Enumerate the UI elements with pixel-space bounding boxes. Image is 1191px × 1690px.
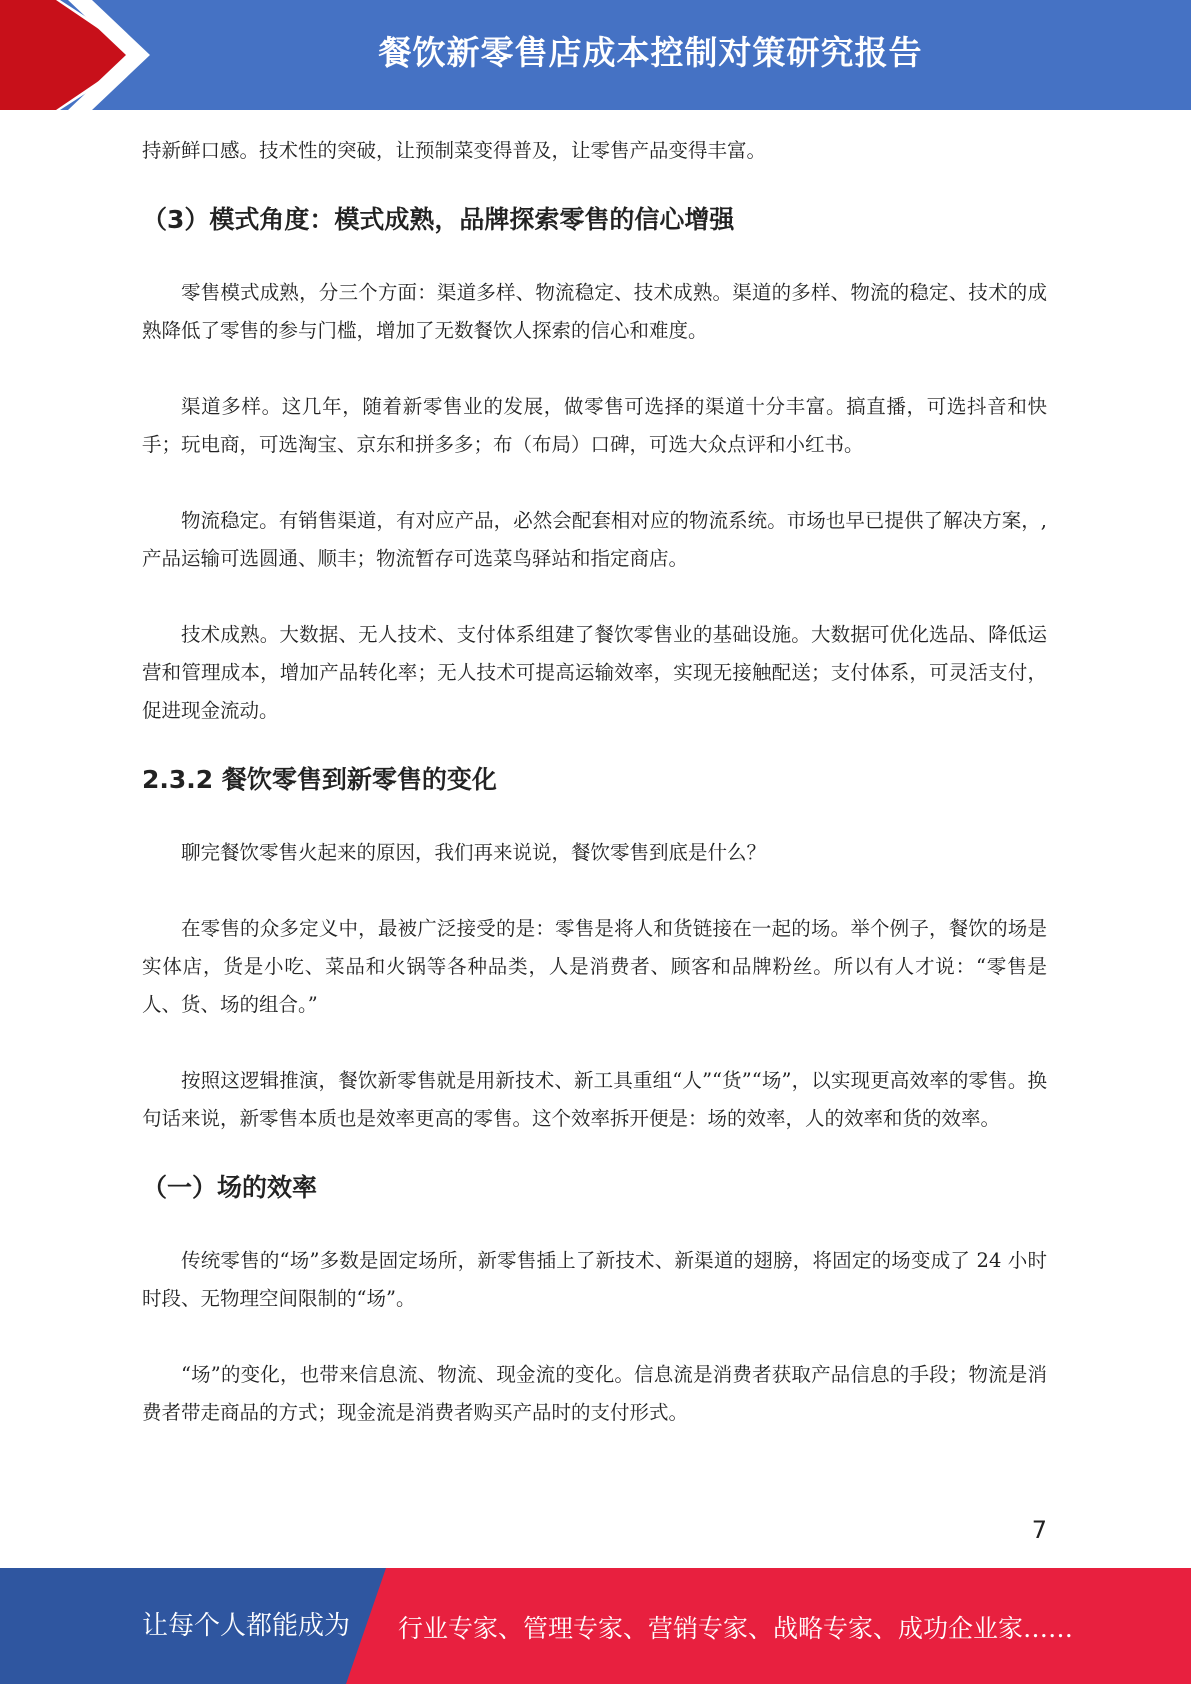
paragraph-efficiency: 按照这逻辑推演，餐饮新零售就是用新技术、新工具重组“人”“货”“场”，以实现更高效率的零售。换句话来说，新零售本质也是效率更高的零售。这个效率拆开便是：场的效率，人的效率和货的效率。 <box>142 1069 1047 1130</box>
paragraph-mode-overview: 零售模式成熟，分三个方面：渠道多样、物流稳定、技术成熟。渠道的多样、物流的稳定、技术的成熟降低了零售的参与门槛，增加了无数餐饮人探索的信心和难度。 <box>142 281 1047 342</box>
section-heading-place-efficiency: （一）场的效率 <box>142 1173 318 1202</box>
paragraph-channels: 渠道多样。这几年，随着新零售业的发展，做零售可选择的渠道十分丰富。搞直播，可选抖音和快手；玩电商，可选淘宝、京东和拼多多；布（布局）口碑，可选大众点评和小红书。 <box>142 395 1047 456</box>
paragraph-question: 聊完餐饮零售火起来的原因，我们再来说说，餐饮零售到底是什么？ <box>181 841 767 864</box>
footer-slogan-right: 行业专家、管理专家、营销专家、战略专家、成功企业家…… <box>398 1614 1074 1643</box>
paragraph-continuation: 持新鲜口感。技术性的突破，让预制菜变得普及，让零售产品变得丰富。 <box>142 139 767 162</box>
footer-banner <box>0 1568 1191 1684</box>
paragraph-technology: 技术成熟。大数据、无人技术、支付体系组建了餐饮零售业的基础设施。大数据可优化选品、降低运营和管理成本，增加产品转化率；无人技术可提高运输效率，实现无接触配送；支付体系，可灵活支付，促进现金流动。 <box>142 623 1047 722</box>
document-body <box>142 132 1047 1432</box>
section-heading-mode: （3）模式角度：模式成熟，品牌探索零售的信心增强 <box>142 205 735 234</box>
paragraph-retail-definition: 在零售的众多定义中，最被广泛接受的是：零售是将人和货链接在一起的场。举个例子，餐饮的场是实体店，货是小吃、菜品和火锅等各种品类，人是消费者、顾客和品牌粉丝。所以有人才说：“零售是人、货、场的组合。” <box>142 917 1047 1016</box>
page-number: 7 <box>1031 1516 1047 1544</box>
section-heading-2-3-2: 2.3.2 餐饮零售到新零售的变化 <box>142 765 497 794</box>
footer-slogan-left: 让每个人都能成为 <box>142 1611 351 1641</box>
header-banner <box>0 0 1191 110</box>
paragraph-flows: “场”的变化，也带来信息流、物流、现金流的变化。信息流是消费者获取产品信息的手段；物流是消费者带走商品的方式；现金流是消费者购买产品时的支付形式。 <box>142 1363 1047 1424</box>
paragraph-logistics: 物流稳定。有销售渠道，有对应产品，必然会配套相对应的物流系统。市场也早已提供了解决方案，,产品运输可选圆通、顺丰；物流暂存可选菜鸟驿站和指定商店。 <box>142 509 1047 570</box>
paragraph-place-change: 传统零售的“场”多数是固定场所，新零售插上了新技术、新渠道的翅膀，将固定的场变成了 24 小时时段、无物理空间限制的“场”。 <box>142 1249 1047 1310</box>
document-title: 餐饮新零售店成本控制对策研究报告 <box>378 33 923 72</box>
